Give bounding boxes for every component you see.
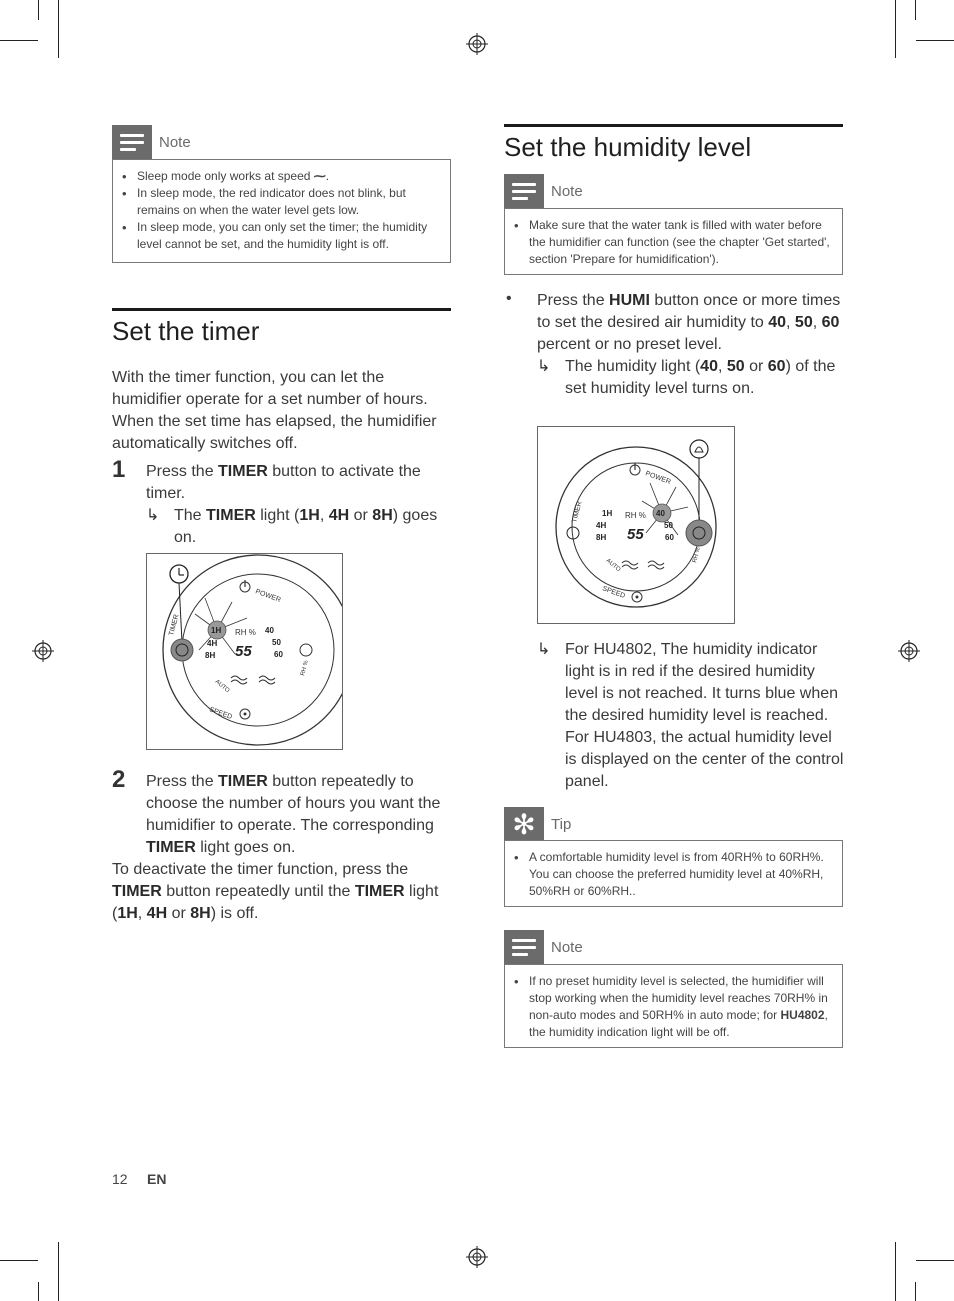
speed-label: SPEED bbox=[208, 706, 234, 721]
result-arrow-icon: ↳ bbox=[146, 507, 160, 524]
note-icon bbox=[112, 125, 152, 159]
humi-button-icon bbox=[300, 644, 312, 656]
timer-intro: With the timer function, you can let the humidifier operate for a set number of hours. When the set time has elapsed, the humidifier automatically switches off. bbox=[112, 369, 437, 452]
note-item: • Sleep mode only works at speed ⁓. bbox=[137, 168, 440, 185]
note-header bbox=[504, 174, 583, 208]
bullet-icon: • bbox=[506, 290, 512, 307]
tip-label: Tip bbox=[551, 815, 572, 833]
crop-mark bbox=[58, 0, 59, 58]
power-icon bbox=[240, 580, 250, 592]
figure-timer-panel bbox=[146, 553, 343, 750]
control-panel-illustration bbox=[147, 554, 342, 749]
note-item: • In sleep mode, the red indicator does not blink, but remains on when the water level gets low. bbox=[137, 185, 440, 219]
section-rule bbox=[504, 124, 843, 127]
crop-mark bbox=[38, 1282, 39, 1301]
section-title-humidity: Set the humidity level bbox=[504, 132, 752, 162]
page-number: 12 bbox=[112, 1171, 128, 1187]
note-icon bbox=[504, 174, 544, 208]
note-box bbox=[504, 208, 843, 275]
result-arrow-icon: ↳ bbox=[537, 641, 551, 658]
note-box bbox=[112, 159, 451, 263]
note-header bbox=[504, 930, 583, 964]
wave-icon bbox=[259, 676, 275, 684]
crop-mark bbox=[915, 1282, 916, 1301]
auto-label: AUTO bbox=[604, 557, 622, 574]
fan-icon bbox=[240, 709, 250, 719]
timer-button-highlight bbox=[171, 639, 193, 661]
crop-mark bbox=[895, 0, 896, 58]
wave-icon bbox=[648, 561, 664, 569]
note-item: • Make sure that the water tank is filled with water before the humidifier can function (see the chapter 'Get started', section 'Prepare for humidification'). bbox=[529, 217, 832, 268]
note-item: • If no preset humidity level is selected, the humidifier will stop working when the humidity level reaches 70RH% in non-auto modes and 50RH% in auto mode; for HU4802, the humidity indication light will be off. bbox=[529, 973, 832, 1041]
step-1-result: The TIMER light (1H, 4H or 8H) goes on. bbox=[174, 507, 438, 546]
timer-1h: 1H bbox=[211, 626, 222, 635]
tip-box bbox=[504, 840, 843, 907]
sleep-icon bbox=[231, 676, 247, 684]
timer-4h: 4H bbox=[207, 639, 218, 648]
crop-mark bbox=[916, 1260, 954, 1261]
humidity-icon bbox=[690, 440, 708, 458]
registration-mark-icon bbox=[466, 1246, 488, 1268]
power-label: POWER bbox=[254, 588, 282, 604]
speed-label: SPEED bbox=[601, 585, 627, 600]
timer-1h: 1H bbox=[602, 509, 613, 518]
auto-label: AUTO bbox=[213, 678, 231, 695]
power-label: POWER bbox=[644, 470, 672, 486]
crop-mark bbox=[38, 0, 39, 20]
registration-mark-icon bbox=[898, 640, 920, 662]
rh-label: RH % bbox=[692, 546, 702, 564]
tip-icon: ✻ bbox=[504, 807, 544, 841]
note-header bbox=[112, 125, 191, 159]
humidity-display: 55 bbox=[627, 526, 644, 543]
rh-center-label: RH % bbox=[625, 511, 646, 520]
step-number: 1 bbox=[112, 456, 126, 483]
crop-mark bbox=[916, 40, 954, 41]
tip-item: • A comfortable humidity level is from 40RH% to 60RH%. You can choose the preferred humidity level at 40%RH, 50%RH or 60%RH.. bbox=[529, 849, 832, 900]
step-number: 2 bbox=[112, 766, 126, 793]
step-2-text: Press the TIMER button repeatedly to choose the number of hours you want the humidifier to operate. The corresponding TIMER light goes on. bbox=[146, 773, 441, 856]
humi-step-text: Press the HUMI button once or more times to set the desired air humidity to 40, 50, 60 percent or no preset level. bbox=[537, 292, 841, 353]
crop-mark bbox=[58, 1242, 59, 1301]
timer-8h: 8H bbox=[596, 533, 607, 542]
step-1-text: Press the TIMER button to activate the timer. bbox=[146, 463, 421, 502]
deactivate-text: To deactivate the timer function, press the TIMER button repeatedly until the TIMER light (1H, 4H or 8H) is off. bbox=[112, 861, 439, 922]
note-item: • In sleep mode, you can only set the timer; the humidity level cannot be set, and the humidity light is off. bbox=[137, 219, 440, 253]
humi-step-result: The humidity light (40, 50 or 60) of the set humidity level turns on. bbox=[565, 358, 836, 397]
crop-mark bbox=[895, 1242, 896, 1301]
power-icon bbox=[630, 463, 640, 475]
timer-4h: 4H bbox=[596, 521, 607, 530]
humi-button-highlight bbox=[686, 520, 712, 546]
preset-60: 60 bbox=[274, 650, 283, 659]
crop-mark bbox=[0, 1260, 38, 1261]
control-panel-illustration bbox=[538, 427, 734, 623]
note-label: Note bbox=[159, 133, 191, 151]
timer-icon bbox=[170, 565, 188, 583]
sleep-icon bbox=[622, 561, 638, 569]
registration-mark-icon bbox=[466, 33, 488, 55]
tip-header bbox=[504, 807, 571, 841]
preset-40: 40 bbox=[265, 626, 274, 635]
preset-40: 40 bbox=[656, 509, 665, 518]
preset-50: 50 bbox=[664, 521, 673, 530]
humidity-indicator-text: For HU4802, The humidity indicator light is in red if the desired humidity level is not reached. It turns blue when the desired humidity level is reached. For HU4803, the actual humidity level is displayed on the center of the control panel. bbox=[565, 641, 844, 790]
result-arrow-icon: ↳ bbox=[537, 358, 551, 375]
fan-icon bbox=[632, 592, 642, 602]
timer-label: TIMER bbox=[571, 500, 584, 524]
section-title-timer: Set the timer bbox=[112, 316, 260, 346]
preset-50: 50 bbox=[272, 638, 281, 647]
crop-mark bbox=[0, 40, 38, 41]
timer-8h: 8H bbox=[205, 651, 216, 660]
note-label: Note bbox=[551, 938, 583, 956]
timer-label: TIMER bbox=[168, 613, 181, 637]
note-icon bbox=[504, 930, 544, 964]
note-box bbox=[504, 964, 843, 1048]
note-label: Note bbox=[551, 182, 583, 200]
language-code: EN bbox=[147, 1171, 167, 1187]
humidity-display: 55 bbox=[235, 643, 252, 660]
rh-center-label: RH % bbox=[235, 628, 256, 637]
section-rule bbox=[112, 308, 451, 311]
crop-mark bbox=[915, 0, 916, 20]
preset-60: 60 bbox=[665, 533, 674, 542]
rh-label: RH % bbox=[300, 659, 310, 677]
figure-humidity-panel bbox=[537, 426, 735, 624]
registration-mark-icon bbox=[32, 640, 54, 662]
